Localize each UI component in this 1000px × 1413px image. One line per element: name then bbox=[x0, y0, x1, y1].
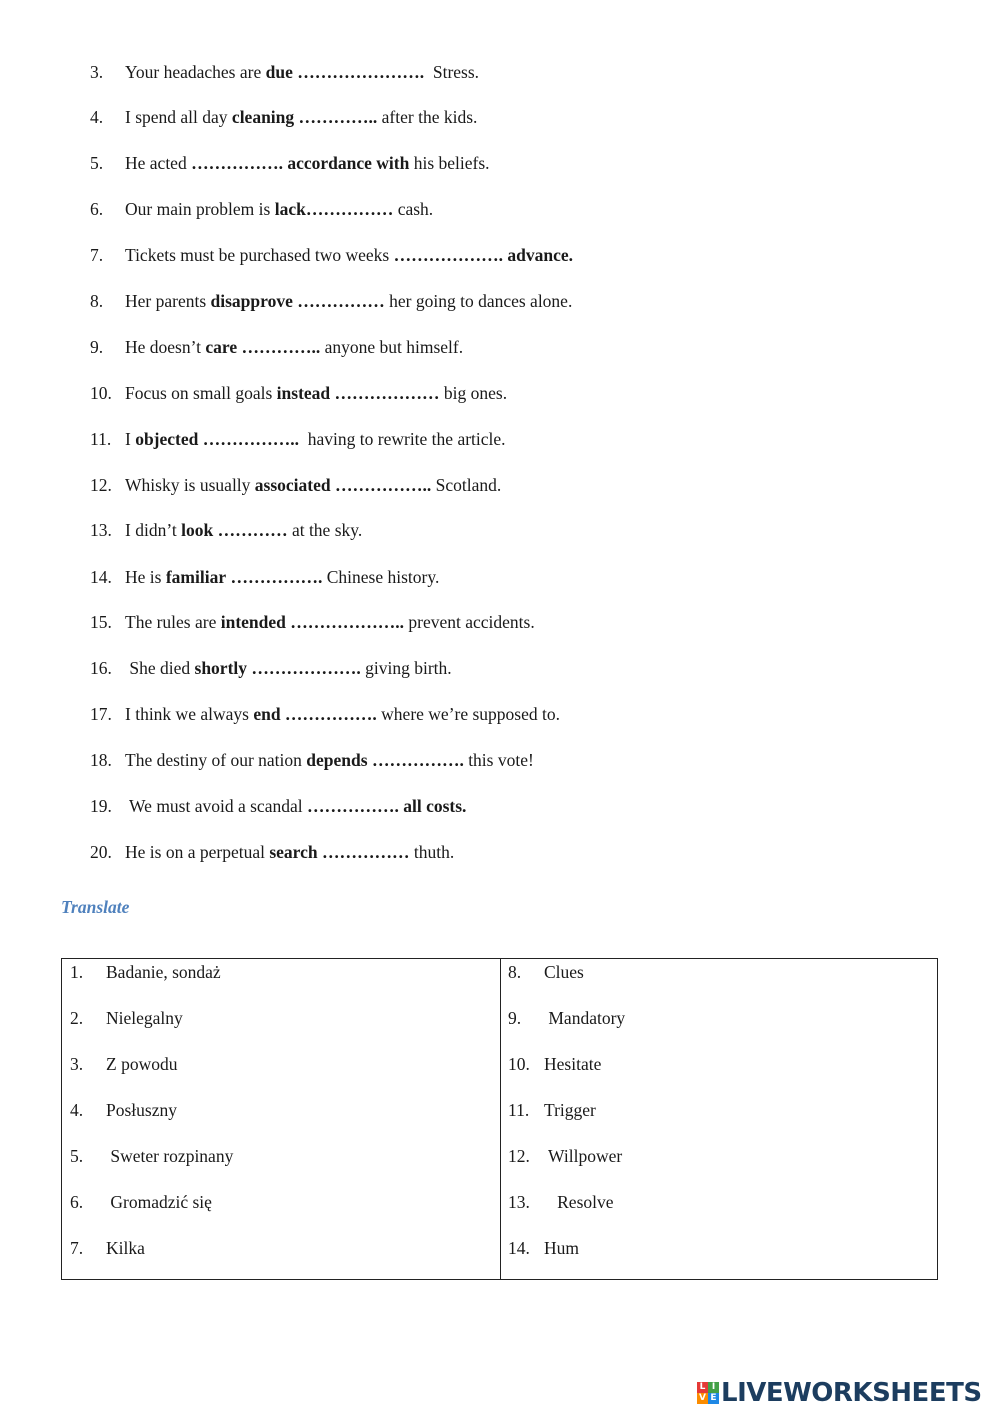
translate-word: Resolve bbox=[544, 1192, 614, 1212]
translate-number: 11. bbox=[508, 1100, 530, 1120]
exercise-keyword: instead bbox=[276, 383, 331, 403]
exercise-sentence bbox=[125, 57, 479, 87]
logo-text: LIVEWORKSHEETS bbox=[721, 1378, 982, 1408]
exercise-text: Your headaches are bbox=[125, 62, 266, 82]
exercise-number: 17. bbox=[90, 704, 112, 724]
exercise-text: I didn’t bbox=[125, 520, 182, 540]
exercise-text: I bbox=[125, 429, 136, 449]
exercise-text: anyone but himself. bbox=[320, 337, 464, 357]
exercise-text: He doesn’t bbox=[125, 337, 206, 357]
exercise-text: cash. bbox=[393, 199, 434, 219]
exercise-text: Scotland. bbox=[431, 475, 502, 495]
exercise-keyword: search bbox=[269, 842, 318, 862]
translate-word: Gromadzić się bbox=[106, 1192, 212, 1212]
exercise-sentence bbox=[125, 194, 433, 224]
exercise-text: He is on a perpetual bbox=[125, 842, 270, 862]
exercise-number: 14. bbox=[90, 567, 112, 587]
exercise-text: big ones. bbox=[439, 383, 508, 403]
exercise-text: I spend all day bbox=[125, 107, 232, 127]
exercise-keyword: ………………. bbox=[251, 658, 361, 678]
translate-word: Willpower bbox=[544, 1146, 623, 1166]
translate-number: 5. bbox=[70, 1146, 84, 1166]
translate-number: 13. bbox=[508, 1192, 530, 1212]
exercise-keyword: associated bbox=[254, 475, 331, 495]
exercise-sentence bbox=[125, 332, 463, 362]
exercise-text: prevent accidents. bbox=[404, 612, 535, 632]
translate-number: 7. bbox=[70, 1238, 84, 1258]
exercise-number: 3. bbox=[90, 62, 104, 82]
exercise-text: He acted bbox=[125, 153, 192, 173]
translate-number: 9. bbox=[508, 1008, 522, 1028]
logo-badge-icon: L I V E bbox=[697, 1382, 719, 1404]
exercise-keyword: …………… bbox=[321, 842, 410, 862]
exercise-keyword: ……………. bbox=[371, 750, 464, 770]
translate-number: 3. bbox=[70, 1054, 84, 1074]
exercise-keyword: cleaning bbox=[231, 107, 295, 127]
exercise-keyword: care bbox=[205, 337, 238, 357]
exercise-sentence bbox=[125, 653, 452, 683]
translate-word: Trigger bbox=[544, 1100, 596, 1120]
exercise-keyword: ……………….. bbox=[290, 612, 404, 632]
exercise-text: Focus on small goals bbox=[125, 383, 277, 403]
translate-table bbox=[61, 958, 938, 1280]
exercise-sentence bbox=[125, 424, 506, 454]
exercise-sentence bbox=[125, 607, 535, 637]
exercise-keyword: ……………… bbox=[334, 383, 440, 403]
translate-number: 6. bbox=[70, 1192, 84, 1212]
exercise-sentence bbox=[125, 378, 507, 408]
exercise-sentence bbox=[125, 515, 362, 545]
exercise-keyword: …………………. bbox=[297, 62, 425, 82]
translate-word: Posłuszny bbox=[106, 1100, 177, 1120]
exercise-keyword: ……………. bbox=[230, 567, 323, 587]
translate-word: Sweter rozpinany bbox=[106, 1146, 234, 1166]
translate-number: 4. bbox=[70, 1100, 84, 1120]
exercise-keyword: disapprove bbox=[210, 291, 293, 311]
exercise-sentence bbox=[125, 745, 534, 775]
exercise-text: Her parents bbox=[125, 291, 211, 311]
exercise-text: after the kids. bbox=[377, 107, 478, 127]
exercise-number: 8. bbox=[90, 291, 104, 311]
exercise-keyword: familiar bbox=[165, 567, 227, 587]
exercise-text: I think we always bbox=[125, 704, 254, 724]
exercise-text: The destiny of our nation bbox=[125, 750, 307, 770]
exercise-number: 20. bbox=[90, 842, 112, 862]
exercise-sentence bbox=[125, 102, 477, 132]
exercise-keyword: ……………. bbox=[284, 704, 377, 724]
exercise-text: She died bbox=[125, 658, 195, 678]
exercise-keyword: due bbox=[265, 62, 293, 82]
exercise-text: Our main problem is bbox=[125, 199, 275, 219]
exercise-text: where we’re supposed to. bbox=[376, 704, 560, 724]
translate-word: Z powodu bbox=[106, 1054, 178, 1074]
translate-number: 1. bbox=[70, 962, 84, 982]
exercise-sentence bbox=[125, 286, 572, 316]
exercise-keyword: ……………. accordance with bbox=[191, 153, 410, 173]
translate-number: 12. bbox=[508, 1146, 530, 1166]
exercise-keyword: …………….. bbox=[202, 429, 300, 449]
exercise-number: 11. bbox=[90, 429, 112, 449]
exercise-text: giving birth. bbox=[360, 658, 452, 678]
exercise-number: 7. bbox=[90, 245, 104, 265]
translate-number: 2. bbox=[70, 1008, 84, 1028]
exercise-sentence bbox=[125, 148, 490, 178]
exercise-number: 19. bbox=[90, 796, 112, 816]
exercise-sentence bbox=[125, 562, 439, 592]
exercise-text: Chinese history. bbox=[322, 567, 440, 587]
exercise-text: thuth. bbox=[409, 842, 455, 862]
exercise-sentence bbox=[125, 470, 501, 500]
exercise-text: having to rewrite the article. bbox=[299, 429, 506, 449]
exercise-number: 4. bbox=[90, 107, 104, 127]
exercise-text: He is bbox=[125, 567, 166, 587]
exercise-text: We must avoid a scandal bbox=[125, 796, 307, 816]
exercise-keyword: ………………. advance. bbox=[393, 245, 573, 265]
exercise-keyword: ……………. all costs. bbox=[306, 796, 467, 816]
exercise-text: Stress. bbox=[424, 62, 480, 82]
exercise-keyword: ………….. bbox=[298, 107, 378, 127]
exercise-text: at the sky. bbox=[287, 520, 363, 540]
exercise-keyword: …………….. bbox=[335, 475, 432, 495]
exercise-keyword: …………… bbox=[297, 291, 385, 311]
exercise-keyword: ………… bbox=[217, 520, 288, 540]
translate-word: Nielegalny bbox=[106, 1008, 183, 1028]
translate-word: Hesitate bbox=[544, 1054, 602, 1074]
exercise-number: 9. bbox=[90, 337, 104, 357]
section-title: Translate bbox=[61, 897, 130, 917]
exercise-text: his beliefs. bbox=[409, 153, 490, 173]
exercise-number: 13. bbox=[90, 520, 112, 540]
exercise-number: 5. bbox=[90, 153, 104, 173]
exercise-text: this vote! bbox=[463, 750, 534, 770]
exercise-keyword: shortly bbox=[194, 658, 248, 678]
exercise-keyword: look bbox=[181, 520, 214, 540]
translate-word: Badanie, sondaż bbox=[106, 962, 221, 982]
exercise-sentence bbox=[125, 240, 573, 270]
exercise-text: Whisky is usually bbox=[125, 475, 255, 495]
exercise-number: 16. bbox=[90, 658, 112, 678]
translate-number: 8. bbox=[508, 962, 522, 982]
exercise-sentence bbox=[125, 791, 466, 821]
exercise-number: 10. bbox=[90, 383, 112, 403]
exercise-text: her going to dances alone. bbox=[384, 291, 573, 311]
exercise-keyword: depends bbox=[306, 750, 368, 770]
exercise-number: 18. bbox=[90, 750, 112, 770]
translate-number: 14. bbox=[508, 1238, 530, 1258]
translate-word: Hum bbox=[544, 1238, 579, 1258]
exercise-sentence bbox=[125, 699, 560, 729]
exercise-text: Tickets must be purchased two weeks bbox=[125, 245, 394, 265]
exercise-number: 15. bbox=[90, 612, 112, 632]
translate-word: Clues bbox=[544, 962, 584, 982]
exercise-number: 12. bbox=[90, 475, 112, 495]
liveworksheets-logo bbox=[697, 1376, 982, 1410]
translate-number: 10. bbox=[508, 1054, 530, 1074]
exercise-keyword: end bbox=[253, 704, 281, 724]
exercise-text: The rules are bbox=[125, 612, 221, 632]
exercise-number: 6. bbox=[90, 199, 104, 219]
exercise-keyword: lack…………… bbox=[274, 199, 394, 219]
exercise-keyword: objected bbox=[135, 429, 199, 449]
exercise-keyword: ………….. bbox=[241, 337, 321, 357]
translate-word: Mandatory bbox=[544, 1008, 626, 1028]
exercise-sentence bbox=[125, 837, 454, 867]
exercise-keyword: intended bbox=[220, 612, 286, 632]
translate-word: Kilka bbox=[106, 1238, 145, 1258]
table-divider bbox=[500, 959, 501, 1279]
